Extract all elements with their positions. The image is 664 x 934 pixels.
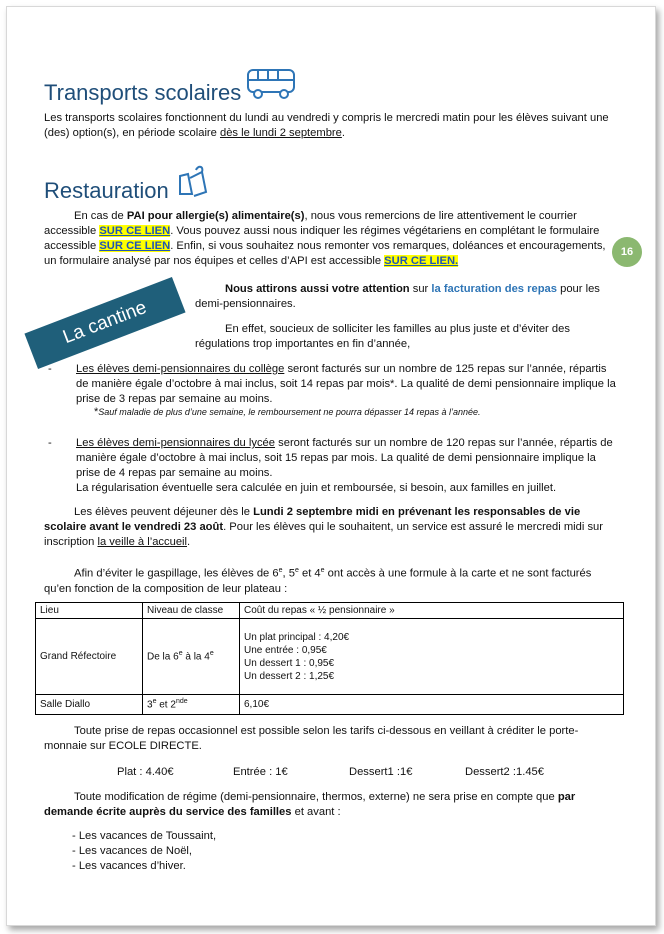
dej-accueil: la veille à l’accueil bbox=[97, 536, 188, 548]
cell-cout-diallo: 6,10€ bbox=[240, 695, 624, 715]
dej-bold: Lundi 2 septembre midi en prévenant les responsables de vie scolaire avant le vendredi 23 août bbox=[44, 506, 581, 533]
cout-dessert2: Un dessert 2 : 1,25€ bbox=[244, 670, 335, 682]
dej-text-a: Les élèves peuvent déjeuner dès le bbox=[74, 506, 254, 518]
college-text: seront facturés sur un nombre de 125 repas sur l’année, répartis de manière égale d’octobre à mai inclus, soit 14 repas par mois*. La qualité de demi pensionnaire implique la prise de 3 repas par semaine au moins. bbox=[76, 363, 616, 405]
college-item bbox=[44, 362, 616, 407]
pai-text-b: , nous vous remercions de lire attentivement le courrier accessible bbox=[44, 210, 577, 237]
header-cout: Coût du repas « ½ pensionnaire » bbox=[240, 603, 624, 619]
lycee-text: seront facturés sur un nombre de 120 repas sur l’année, répartis de manière égale d’octobre à mai inclus, soit 15 repas par mois. La qualité de demi pensionnaire implique la prise de 4 repas par semaine au moins. bbox=[76, 437, 613, 479]
gaspi-b: , 5 bbox=[282, 567, 295, 580]
attention-facturation: la facturation des repas bbox=[431, 283, 557, 295]
table-header-row bbox=[36, 603, 624, 619]
dej-text-b: . Pour les élèves qui le souhaitent, un service est assuré le mercredi midi sur inscription bbox=[44, 521, 604, 548]
regularisation-text: La régularisation éventuelle sera calculée en juin et remboursée, si besoin, aux familles en juillet. bbox=[76, 482, 557, 494]
dej-text-c: . bbox=[187, 536, 191, 548]
header-lieu: Lieu bbox=[36, 603, 143, 619]
niveau2-a: 3 bbox=[147, 699, 153, 711]
cantine-banner: La cantine bbox=[24, 277, 185, 369]
gaspi-sup1: e bbox=[278, 567, 283, 574]
college-dash: - bbox=[48, 363, 52, 375]
gaspi-sup3: e bbox=[320, 567, 325, 574]
attention-bold: Nous attirons aussi votre attention bbox=[225, 283, 410, 295]
attention-paragraph bbox=[195, 282, 616, 312]
page-number-badge: 16 bbox=[612, 237, 642, 267]
transport-date: dès le lundi 2 septembre bbox=[219, 127, 342, 139]
niveau-sup2: e bbox=[209, 650, 214, 658]
modif-text-b: et avant : bbox=[291, 806, 341, 818]
gaspi-a: Afin d’éviter le gaspillage, les élèves de 6 bbox=[74, 567, 279, 580]
header-niveau: Niveau de classe bbox=[143, 603, 240, 619]
occasionnel-paragraph: Toute prise de repas occasionnel est possible selon les tarifs ci-dessous en veillant à créditer le porte-monnaie sur ECOLE DIRECTE. bbox=[44, 725, 579, 752]
link-formulaire[interactable]: SUR CE LIEN. bbox=[384, 255, 459, 267]
cout-dessert1: Un dessert 1 : 0,95€ bbox=[244, 657, 335, 669]
pai-text-d: . Enfin, si vous souhaitez nous remonter vos remarques, doléances et encouragements, un formulaire analysé par nos équipes et celles d’API est accessible bbox=[44, 240, 606, 267]
tarif-plat: Plat : 4.40€ bbox=[117, 766, 174, 778]
note-star: * bbox=[94, 406, 99, 418]
transport-title: Transports scolaires bbox=[44, 80, 242, 105]
niveau-b: à la 4 bbox=[182, 651, 210, 663]
pai-text-a: En cas de bbox=[74, 210, 127, 222]
gaspi-d: ont accès à une formule à la carte et ne sont facturés qu’en fonction de la composition de leur plateau : bbox=[44, 567, 592, 595]
transport-text bbox=[44, 111, 616, 141]
link-vegetarien[interactable]: SUR CE LIEN bbox=[99, 240, 171, 252]
dejeuner-paragraph bbox=[44, 505, 616, 550]
restauration-title: Restauration bbox=[44, 178, 169, 203]
table-row bbox=[36, 619, 624, 695]
effet-paragraph: En effet, soucieux de solliciter les familles au plus juste et d’éviter des régulations trop importantes en fin d’année, bbox=[195, 323, 570, 350]
pai-paragraph bbox=[44, 209, 616, 269]
table-row bbox=[36, 695, 624, 715]
link-pai[interactable]: SUR CE LIEN bbox=[99, 225, 171, 237]
cell-niveau-6-4 bbox=[143, 619, 240, 695]
attention-end: pour les demi-pensionnaires. bbox=[195, 283, 600, 310]
transport-text-end: . bbox=[341, 127, 345, 139]
modif-text-a: Toute modification de régime (demi-pensionnaire, thermos, externe) ne sera prise en compte que bbox=[74, 791, 558, 803]
niveau-sup1: e bbox=[178, 650, 183, 658]
list-item: - Les vacances de Noël, bbox=[72, 845, 193, 857]
cell-lieu-grand-refectoire: Grand Réfectoire bbox=[36, 619, 143, 695]
modification-paragraph bbox=[44, 790, 616, 820]
pai-bold: PAI pour allergie(s) alimentaire(s) bbox=[126, 210, 305, 222]
lycee-label: Les élèves demi-pensionnaires du lycée bbox=[76, 437, 276, 449]
gaspi-sup2: e bbox=[294, 567, 299, 574]
transport-text-part: Les transports scolaires fonctionnent du lundi au vendredi y compris le mercredi matin pour les élèves suivant une (des) option(s), en période scolaire bbox=[44, 112, 609, 139]
niveau-a: De la 6 bbox=[147, 651, 179, 663]
bus-icon bbox=[246, 68, 298, 105]
cell-lieu-salle-diallo: Salle Diallo bbox=[36, 695, 143, 715]
vacances-list bbox=[72, 829, 216, 874]
attention-mid: sur bbox=[409, 283, 432, 295]
cout-plat: Un plat principal : 4,20€ bbox=[244, 631, 350, 643]
list-item: - Les vacances d’hiver. bbox=[72, 860, 186, 872]
lunch-bag-icon bbox=[174, 164, 208, 203]
niveau2-sup1: e bbox=[152, 698, 157, 706]
tarifs-table bbox=[35, 602, 624, 715]
cantine-banner-wrap bbox=[26, 297, 184, 349]
gaspillage-paragraph bbox=[44, 563, 616, 597]
college-note bbox=[94, 406, 616, 418]
lycee-item bbox=[44, 436, 616, 481]
pai-text-c: . Vous pouvez aussi nous indiquer les régimes végétariens en complétant le formulaire accessible bbox=[44, 225, 600, 252]
tarif-entree: Entrée : 1€ bbox=[233, 766, 288, 778]
cell-niveau-3-2 bbox=[143, 695, 240, 715]
lycee-dash: - bbox=[48, 437, 52, 449]
college-label: Les élèves demi-pensionnaires du collège bbox=[76, 363, 285, 375]
tarif-dessert2: Dessert2 :1.45€ bbox=[465, 766, 544, 778]
niveau2-b: et 2 bbox=[156, 699, 176, 711]
tarif-dessert1: Dessert1 :1€ bbox=[349, 766, 413, 778]
niveau2-sup2: nde bbox=[175, 698, 188, 706]
modif-bold: par demande écrite auprès du service des familles bbox=[44, 791, 576, 818]
gaspi-c: et 4 bbox=[298, 567, 321, 580]
cout-entree: Une entrée : 0,95€ bbox=[244, 644, 327, 656]
note-text: Sauf maladie de plus d’une semaine, le remboursement ne pourra dépasser 14 repas à l’année. bbox=[98, 407, 481, 417]
cell-cout-carte bbox=[240, 619, 624, 695]
list-item: - Les vacances de Toussaint, bbox=[72, 830, 217, 842]
